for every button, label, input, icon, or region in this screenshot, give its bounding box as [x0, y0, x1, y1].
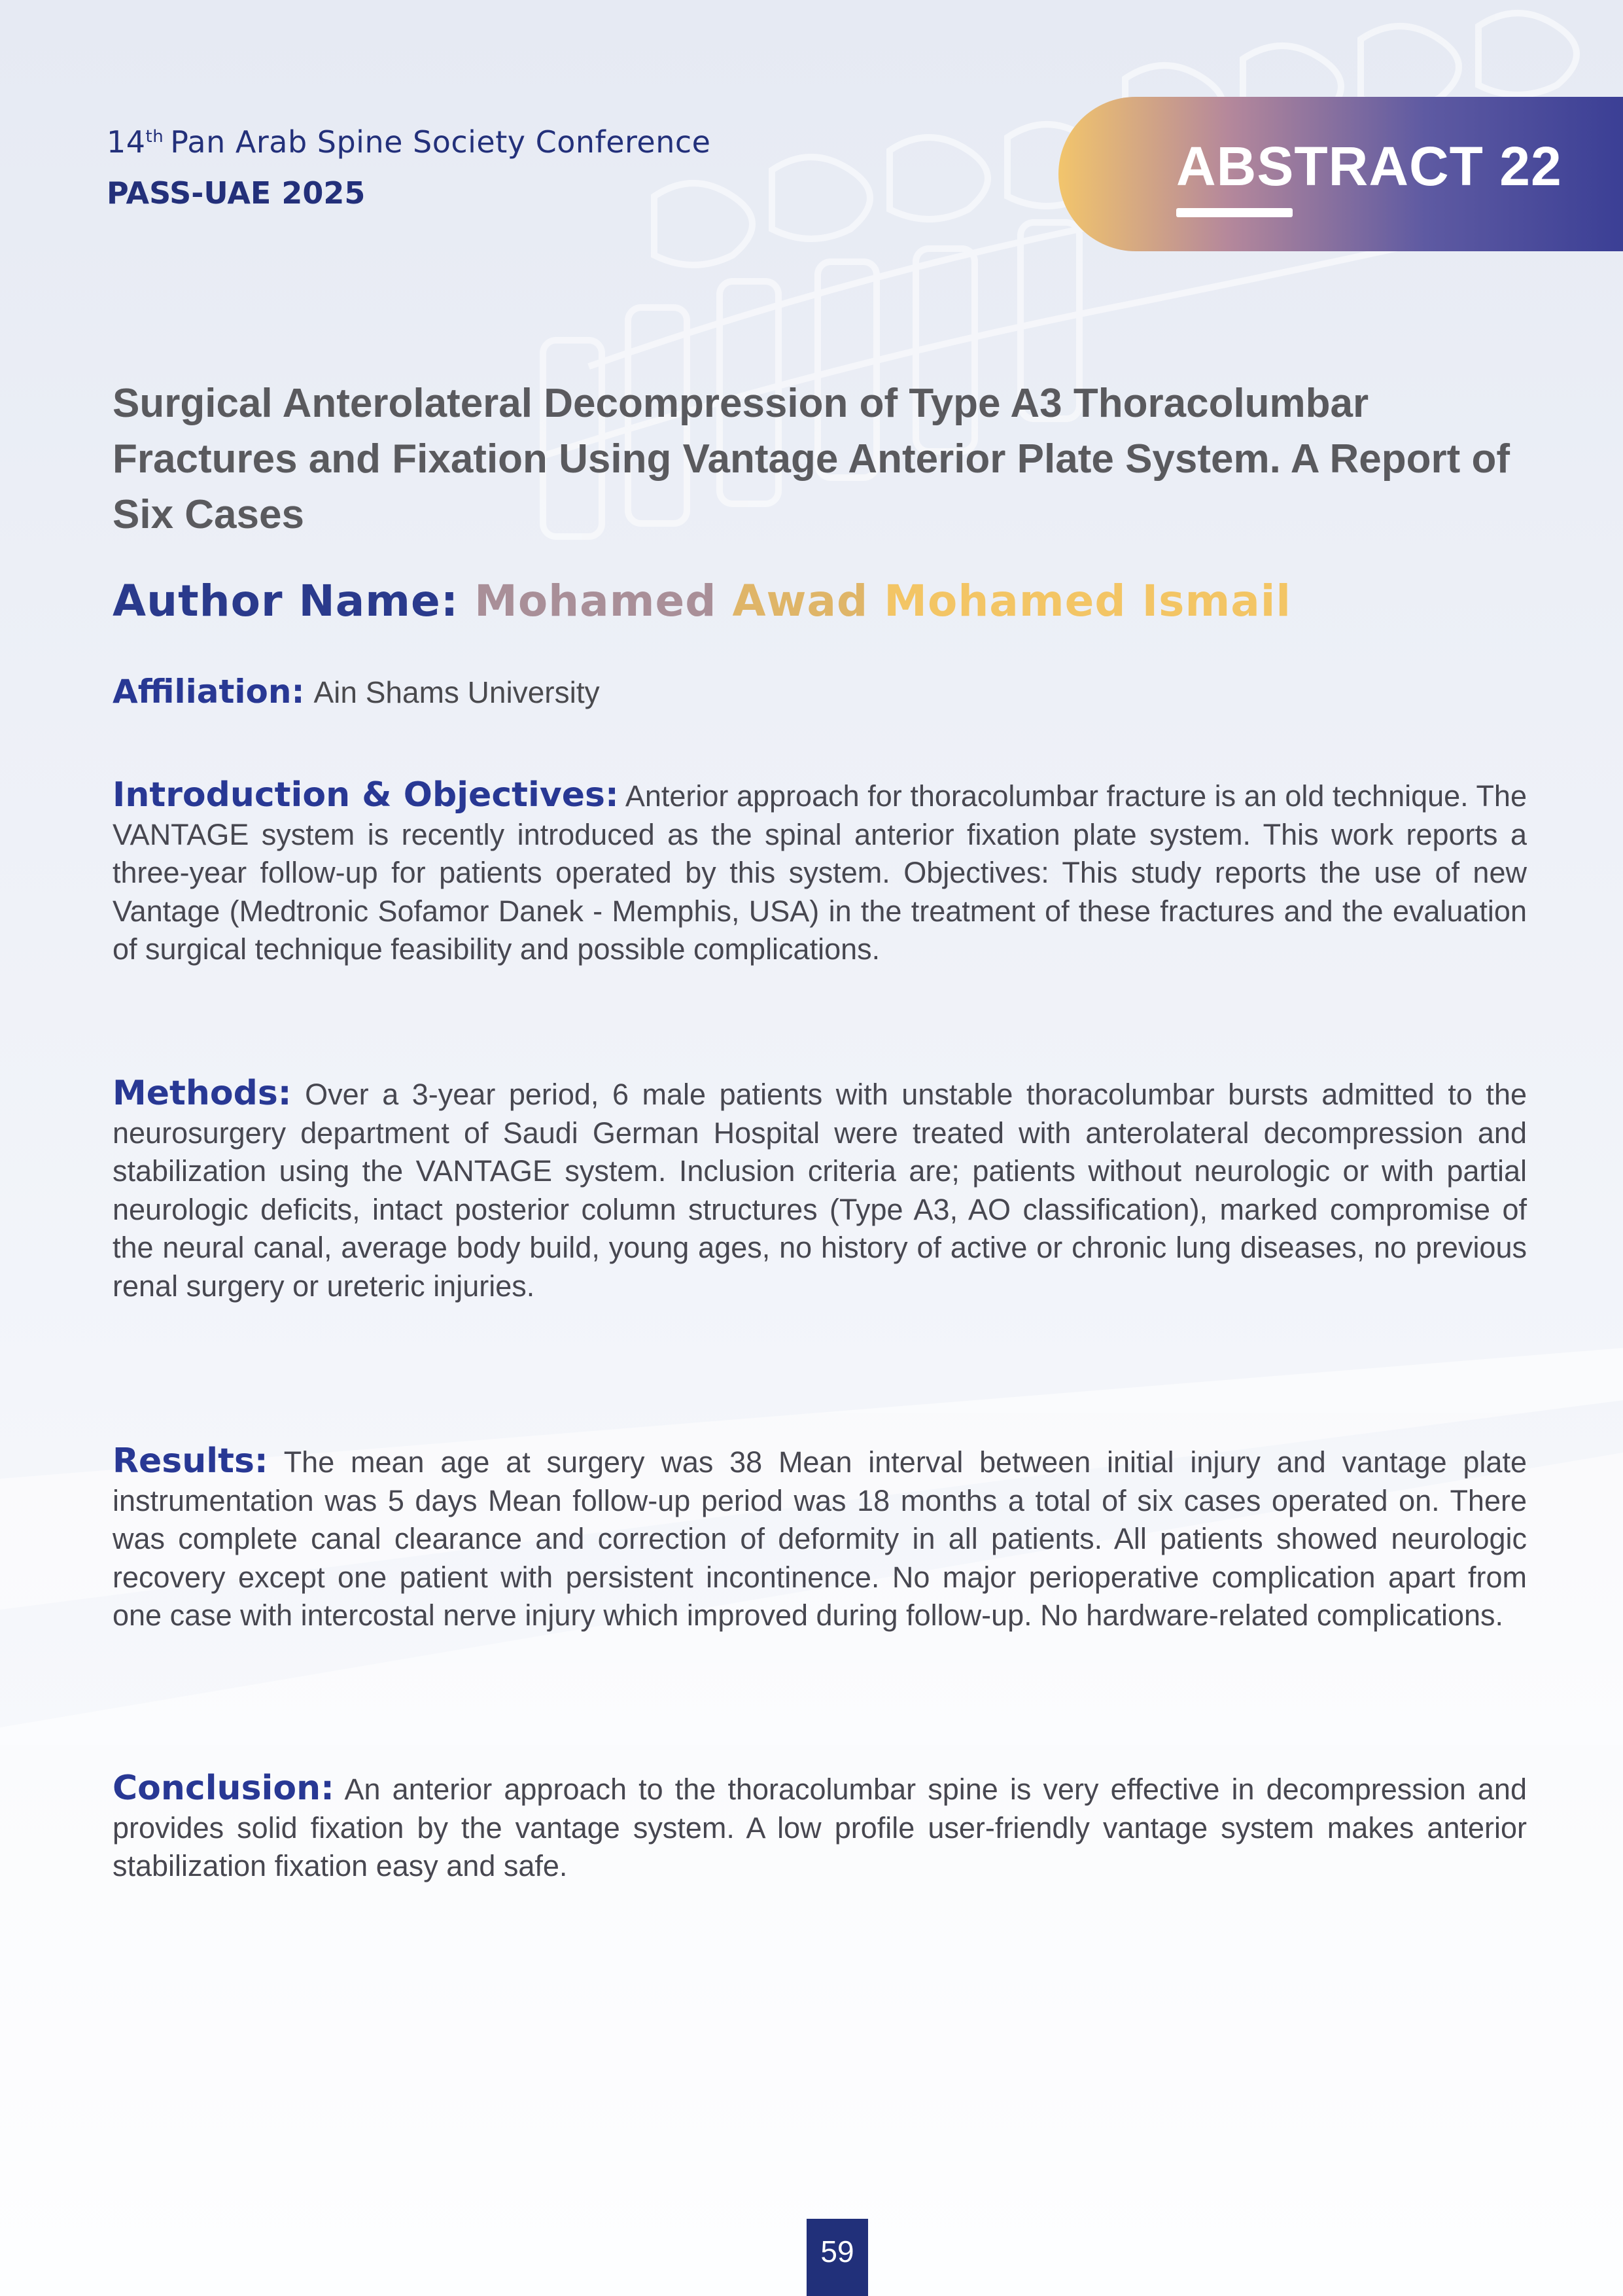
author-name-part3: Mohamed Ismail	[884, 576, 1291, 626]
results-section	[113, 1442, 1527, 1635]
conclusion-heading: Conclusion:	[113, 1769, 334, 1808]
introduction-heading: Introduction & Objectives:	[113, 775, 619, 815]
conference-number: 14	[107, 124, 146, 160]
introduction-section	[113, 776, 1527, 969]
affiliation-line	[113, 673, 600, 711]
author-name-part2: Awad	[732, 576, 869, 626]
badge-underline	[1176, 208, 1293, 217]
introduction-text: Anterior approach for thoracolumbar fracture is an old technique. The VANTAGE system is recently introduced as the spinal anterior fixation plate system. This work reports a three-year follow-up for patients operated by this system. Objectives: This study reports the use of new Vantage (Medtronic Sofamor Danek - Memphis, USA) in the treatment of these fractures and the evaluation of surgical technique feasibility and possible complications.	[113, 779, 1527, 966]
author-line	[113, 576, 1291, 626]
methods-text: Over a 3-year period, 6 male patients with unstable thoracolumbar bursts admitted to the neurosurgery department of Saudi German Hospital were treated with anterolateral decompression and stabilization using the VANTAGE system. Inclusion criteria are; patients without neurologic or with partial neurologic deficits, intact posterior column structures (Type A3, AO classification), marked compromise of the neural canal, average body build, young ages, no history of active or chronic lung diseases, no previous renal surgery or ureteric injuries.	[113, 1078, 1527, 1303]
conference-short-name: PASS-UAE 2025	[107, 175, 366, 211]
page-number: 59	[807, 2219, 868, 2296]
author-name-part1: Mohamed	[474, 576, 717, 626]
affiliation-label: Affiliation:	[113, 673, 305, 711]
conference-name: Pan Arab Spine Society Conference	[170, 124, 711, 160]
conclusion-section	[113, 1769, 1527, 1886]
conference-number-suffix: th	[145, 126, 164, 147]
conference-title	[107, 124, 710, 160]
results-text: The mean age at surgery was 38 Mean interval between initial injury and vantage plate instrumentation was 5 days Mean follow-up period was 18 months a total of six cases operated on. There was complete canal clearance and correction of deformity in all patients. All patients showed neurologic recovery except one patient with persistent incontinence. No major perioperative complication apart from one case with intercostal nerve injury which improved during follow-up. No hardware-related complications.	[113, 1445, 1527, 1632]
abstract-badge-label: ABSTRACT 22	[1176, 135, 1562, 197]
methods-heading: Methods:	[113, 1074, 292, 1113]
affiliation-value: Ain Shams University	[313, 675, 600, 709]
abstract-title: Surgical Anterolateral Decompression of Type A3 Thoracolumbar Fractures and Fixation Using Vantage Anterior Plate System. A Report of Six Cases	[113, 381, 1510, 537]
author-label: Author Name:	[113, 576, 459, 626]
methods-section	[113, 1074, 1527, 1305]
results-heading: Results:	[113, 1441, 268, 1481]
abstract-badge	[1058, 97, 1623, 251]
conclusion-text: An anterior approach to the thoracolumbar spine is very effective in decompression and provides solid fixation by the vantage system. A low profile user-friendly vantage system makes anterior stabilization fixation easy and safe.	[113, 1773, 1527, 1882]
